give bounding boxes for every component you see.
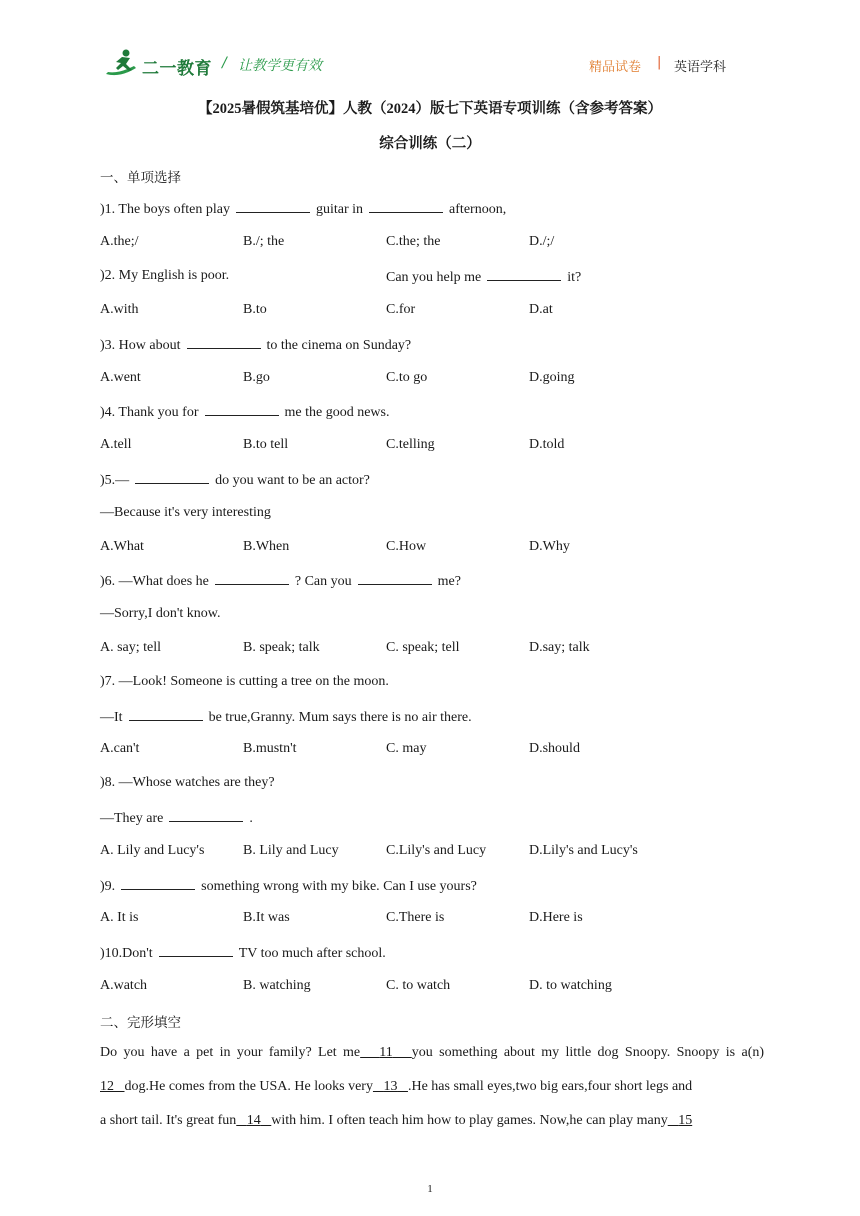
option-b: B.mustn't [243, 741, 297, 756]
option-d: D.at [529, 302, 553, 317]
slogan: 让教学更有效 [238, 58, 322, 74]
subject-label: 英语学科 [674, 60, 727, 75]
option-d: D.going [529, 370, 575, 385]
option-c: C.How [386, 539, 427, 554]
answer-blank [236, 200, 310, 213]
answer-blank [169, 809, 243, 822]
tag-separator: | [657, 55, 662, 70]
question-response [100, 708, 472, 726]
option-a: A.What [100, 539, 144, 554]
option-d: D.should [529, 741, 580, 756]
option-c: C.to go [386, 370, 428, 385]
page-number: 1 [427, 1183, 433, 1195]
cloze-blank [668, 1113, 693, 1128]
option-a: A.with [100, 302, 139, 317]
stem-text: )1. The boys often play [100, 202, 230, 217]
cloze-blank [360, 1045, 412, 1060]
stem-text: ? Can you [294, 574, 352, 589]
blank-number: 11 [379, 1045, 393, 1060]
question-stem [100, 944, 386, 962]
stem-text: guitar in [316, 202, 364, 217]
cloze-blank [236, 1113, 271, 1128]
question-stem [100, 471, 370, 489]
cloze-blank [373, 1079, 408, 1094]
option-a: A.tell [100, 437, 132, 452]
option-d: D./;/ [529, 234, 555, 249]
answer-blank [187, 336, 261, 349]
option-a: A. It is [100, 910, 139, 925]
answer-blank [369, 200, 443, 213]
answer-blank [121, 877, 195, 890]
option-c: C.the; the [386, 234, 441, 249]
option-c: C.for [386, 302, 416, 317]
document-title: 【2025暑假筑基培优】人教（2024）版七下英语专项训练（含参考答案） [198, 101, 662, 117]
question-stem [100, 336, 411, 354]
passage-text: with him. I often teach him how to play games. Now,he can play many [271, 1113, 668, 1128]
question-response: —Sorry,I don't know. [100, 606, 221, 621]
option-a: A.the;/ [100, 234, 139, 249]
option-b: B.to tell [243, 437, 289, 452]
answer-blank [487, 268, 561, 281]
option-a: A. say; tell [100, 640, 162, 655]
option-c: C. may [386, 741, 427, 756]
section-heading-single-choice: 一、单项选择 [100, 170, 181, 186]
passage-text: Do you have a pet in your family? Let me [100, 1045, 361, 1060]
answer-blank [159, 944, 233, 957]
blank-number: 13 [383, 1079, 398, 1094]
option-a: A.went [100, 370, 141, 385]
cloze-blank [100, 1079, 125, 1094]
question-response: —Because it's very interesting [100, 505, 271, 520]
question-stem-part [386, 268, 581, 286]
option-b: B./; the [243, 234, 285, 249]
stem-text: me? [437, 574, 461, 589]
answer-blank [129, 708, 203, 721]
page-header [104, 46, 740, 82]
tag-label: 精品试卷 [589, 60, 642, 75]
stem-text: )5.— [100, 473, 130, 488]
question-stem: )8. —Whose watches are they? [100, 775, 275, 790]
blank-number: 12 [100, 1079, 114, 1094]
passage-text: dog.He comes from the USA. He looks very [124, 1079, 373, 1094]
option-a: A.can't [100, 741, 140, 756]
document-subtitle: 综合训练（二） [379, 136, 481, 152]
question-response [100, 809, 253, 827]
cloze-line-3 [100, 1113, 764, 1129]
option-d: D.say; talk [529, 640, 590, 655]
question-stem [100, 200, 506, 218]
option-b: B. Lily and Lucy [243, 843, 339, 858]
option-d: D.Here is [529, 910, 583, 925]
option-c: C.Lily's and Lucy [386, 843, 487, 858]
stem-text: )6. —What does he [100, 574, 209, 589]
option-d: D.Lily's and Lucy's [529, 843, 638, 858]
stem-text: )3. How about [100, 338, 181, 353]
option-b: B. watching [243, 978, 311, 993]
passage-text: you something about my little dog Snoopy. Snoopy is a(n) [411, 1045, 765, 1060]
stem-text: to the cinema on Sunday? [266, 338, 412, 353]
stem-text: it? [567, 270, 582, 285]
option-d: D.Why [529, 539, 570, 554]
logo-text: 二一教育 [142, 59, 212, 78]
stem-text: . [249, 811, 253, 826]
option-a: A. Lily and Lucy's [100, 843, 205, 858]
stem-text: TV too much after school. [238, 946, 386, 961]
stem-text: )4. Thank you for [100, 405, 199, 420]
option-d: D. to watching [529, 978, 612, 993]
answer-blank [135, 471, 209, 484]
stem-text: afternoon, [449, 202, 507, 217]
stem-text: —It [100, 710, 123, 725]
option-c: C. to watch [386, 978, 451, 993]
option-d: D.told [529, 437, 565, 452]
question-stem [100, 403, 389, 421]
stem-text: )10.Don't [100, 946, 153, 961]
option-b: B.to [243, 302, 267, 317]
runner-logo-icon [104, 48, 140, 78]
stem-text: do you want to be an actor? [215, 473, 370, 488]
stem-text: be true,Granny. Mum says there is no air there. [208, 710, 472, 725]
cloze-line-1 [100, 1045, 764, 1061]
stem-text: something wrong with my bike. Can I use yours? [201, 879, 477, 894]
passage-text: a short tail. It's great fun [100, 1113, 237, 1128]
stem-text: )9. [100, 879, 116, 894]
answer-blank [205, 403, 279, 416]
option-c: C.There is [386, 910, 445, 925]
option-c: C.telling [386, 437, 435, 452]
answer-blank [215, 572, 289, 585]
option-b: B. speak; talk [243, 640, 320, 655]
passage-text: .He has small eyes,two big ears,four short legs and [407, 1079, 693, 1094]
answer-blank [358, 572, 432, 585]
stem-text: —They are [100, 811, 164, 826]
option-b: B.It was [243, 910, 290, 925]
option-b: B.When [243, 539, 290, 554]
question-stem [100, 572, 461, 590]
option-c: C. speak; tell [386, 640, 460, 655]
section-heading-cloze: 二、完形填空 [100, 1015, 181, 1031]
question-stem [100, 877, 477, 895]
stem-text: me the good news. [284, 405, 390, 420]
stem-text: Can you help me [386, 270, 482, 285]
option-b: B.go [243, 370, 270, 385]
blank-number: 14 [246, 1113, 261, 1128]
logo [104, 46, 214, 82]
slogan-separator: / [222, 55, 227, 71]
option-a: A.watch [100, 978, 148, 993]
cloze-line-2 [100, 1079, 764, 1095]
question-stem: )2. My English is poor. [100, 268, 230, 283]
question-stem: )7. —Look! Someone is cutting a tree on the moon. [100, 674, 389, 689]
blank-number: 15 [678, 1113, 693, 1128]
